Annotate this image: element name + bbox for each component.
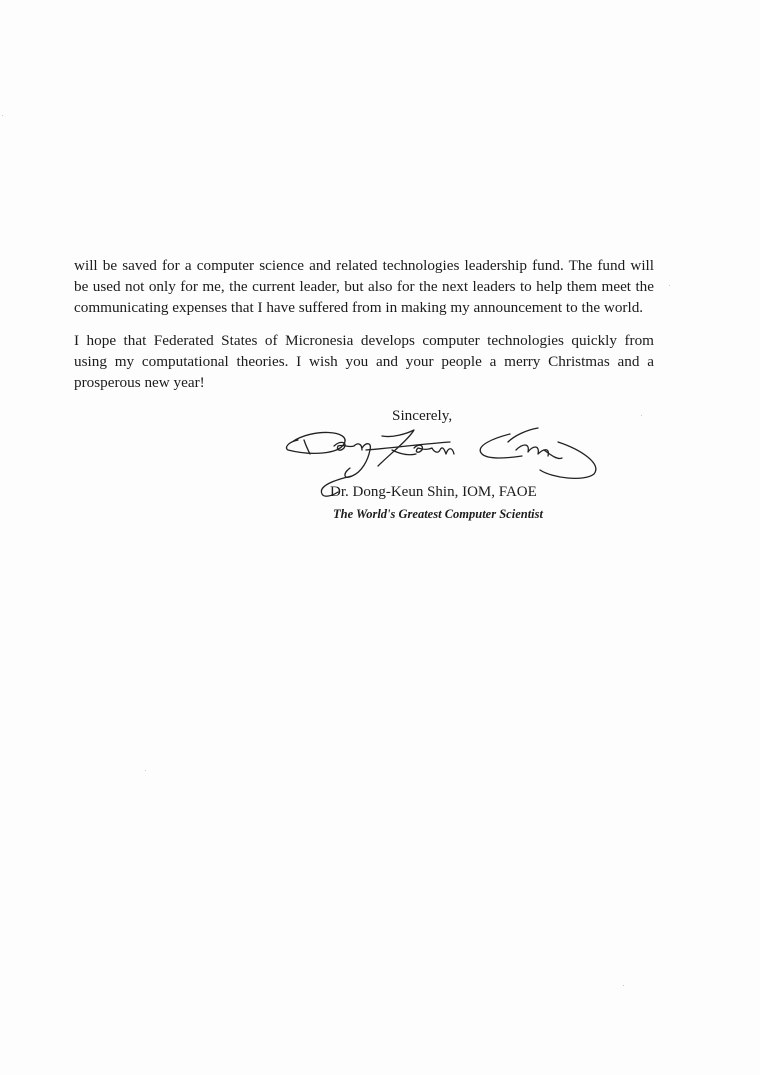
- paper-speck: [623, 985, 624, 986]
- paragraph-line: communicating expenses that I have suffered from in making my announcement to the world.: [74, 299, 644, 316]
- signer-title: The World's Greatest Computer Scientist: [333, 507, 543, 521]
- paragraph-line: prosperous new year!: [74, 374, 205, 391]
- body-paragraph-2: [74, 330, 654, 393]
- paragraph-line: will be saved for a computer science and related technologies leadership fund. The fund will: [74, 257, 654, 274]
- paper-speck: [641, 415, 642, 416]
- paper-speck: [669, 285, 670, 286]
- closing-salutation: Sincerely,: [392, 407, 453, 424]
- signer-name: Dr. Dong-Keun Shin, IOM, FAOE: [330, 484, 537, 500]
- paragraph-line: I hope that Federated States of Micronesia develops computer technologies quickly from: [74, 332, 654, 349]
- paragraph-line: using my computational theories. I wish you and your people a merry Christmas and a: [74, 353, 654, 370]
- paper-speck: [2, 115, 3, 116]
- body-paragraph-1: [74, 255, 654, 318]
- paragraph-line: be used not only for me, the current leader, but also for the next leaders to help them meet the: [74, 278, 654, 295]
- paper-speck: [145, 770, 146, 771]
